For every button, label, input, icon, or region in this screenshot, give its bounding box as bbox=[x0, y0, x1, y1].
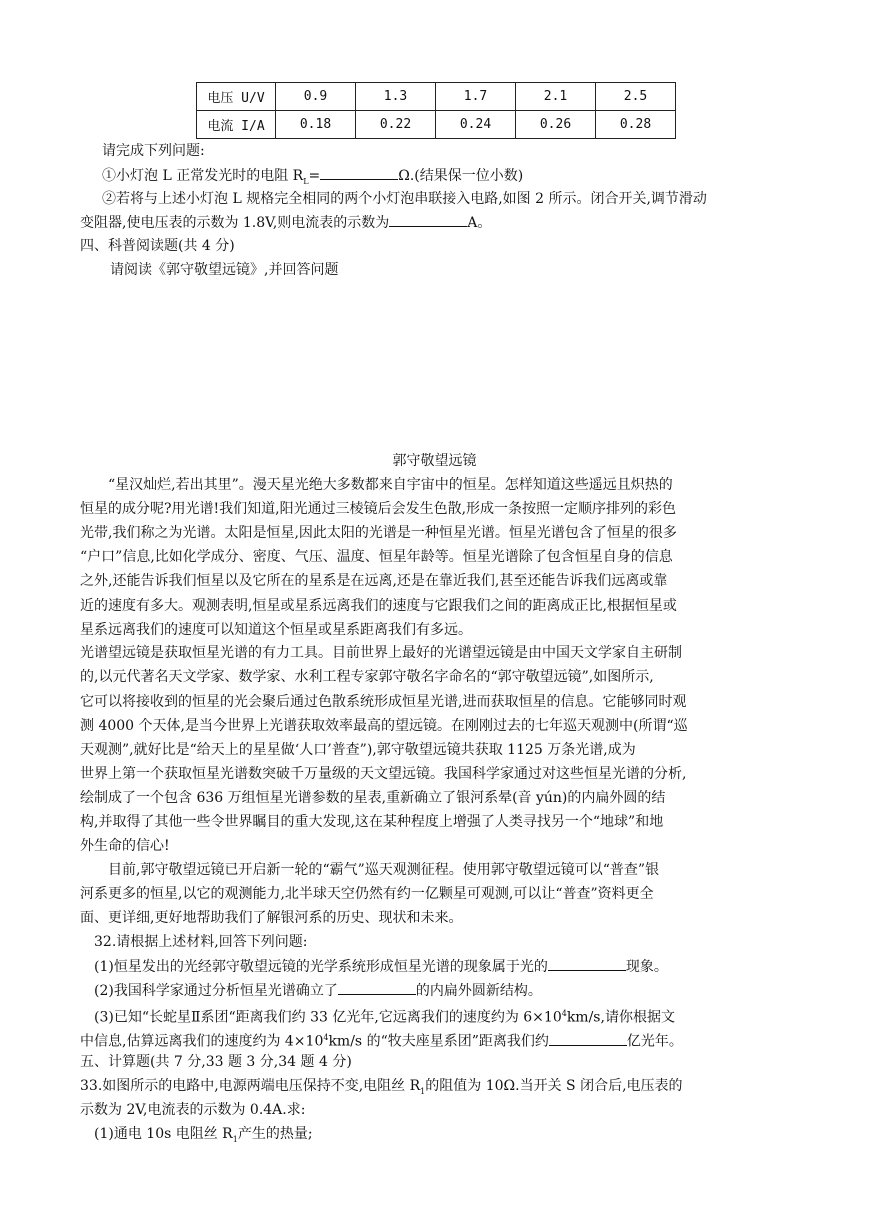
table-cell: 2.5 bbox=[596, 83, 676, 111]
table-header-current: 电流 I/A bbox=[197, 111, 276, 139]
section4-title: 四、科普阅读题(共 4 分) bbox=[80, 238, 235, 254]
answer-blank[interactable] bbox=[389, 212, 467, 227]
q31-prompt: 请完成下列问题: bbox=[102, 143, 205, 159]
article-line: 构,并取得了其他一些令世界瞩目的重大发现,这在某种程度上增强了人类寻找另一个“地球”和地 bbox=[80, 814, 664, 830]
text: (2)我国科学家通过分析恒星光谱确立了 bbox=[94, 983, 338, 999]
answer-blank[interactable] bbox=[338, 980, 416, 995]
table-cell: 1.3 bbox=[356, 83, 436, 111]
text: 现象。 bbox=[625, 959, 668, 975]
article-line: 河系更多的恒星,以它的观测能力,北半球天空仍然有约一亿颗星可观测,可以让“普查”资料更全 bbox=[80, 886, 654, 902]
article-line: 目前,郭守敬望远镜已开启新一轮的“霸气”巡天观测征程。使用郭守敬望远镜可以“普查”银 bbox=[108, 862, 660, 878]
article-line: 天观测”,就好比是“给天上的星星做‘人口’普查”),郭守敬望远镜共获取 1125 万条光谱,成为 bbox=[80, 742, 636, 758]
article-line: 光谱望远镜是获取恒星光谱的有力工具。目前世界上最好的光谱望远镜是由中国天文学家自主研制 bbox=[80, 645, 682, 661]
q32-sub3-line2 bbox=[80, 1028, 683, 1050]
voltage-current-table bbox=[196, 82, 676, 139]
article-line: 它可以将接收到的恒星的光会聚后通过色散系统形成恒星光谱,进而获取恒星的信息。它能够同时观 bbox=[80, 694, 687, 710]
text: 33.如图所示的电路中,电源两端电压保持不变,电阻丝 R bbox=[80, 1078, 421, 1094]
table-cell: 2.1 bbox=[516, 83, 596, 111]
table-cell: 0.18 bbox=[276, 111, 356, 139]
table-row bbox=[197, 83, 676, 111]
article-title: 郭守敬望远镜 bbox=[392, 453, 477, 469]
table-cell: 0.9 bbox=[276, 83, 356, 111]
answer-blank[interactable] bbox=[320, 165, 398, 180]
q31-part2-line2 bbox=[80, 212, 491, 234]
q32-sub3-line1 bbox=[94, 1004, 675, 1026]
article-line: 恒星的成分呢?用光谱!我们知道,阳光通过三棱镜后会发生色散,形成一条按照一定顺序排列的彩色 bbox=[80, 501, 677, 517]
text: 的内扁外圆新结构。 bbox=[415, 983, 542, 999]
superscript: 4 bbox=[323, 1033, 329, 1042]
text: 产生的热量; bbox=[237, 1126, 313, 1142]
q31-part2-line1: ②若将与上述小灯泡 L 规格完全相同的两个小灯泡串联接入电路,如图 2 所示。闭合开关,调节滑动 bbox=[102, 191, 707, 207]
q32-sub1 bbox=[94, 956, 668, 978]
text: ①小灯泡 L 正常发光时的电阻 R bbox=[102, 168, 304, 184]
article-line: 的,以元代著名天文学家、数学家、水利工程专家郭守敬名字命名的“郭守敬望远镜”,如图所示, bbox=[80, 669, 654, 685]
answer-blank[interactable] bbox=[549, 1031, 627, 1046]
text: Ω.(结果保一位小数) bbox=[398, 168, 524, 184]
answer-blank[interactable] bbox=[548, 956, 626, 971]
subscript: L bbox=[303, 176, 309, 186]
q31-part1 bbox=[102, 165, 523, 187]
text: (1)恒星发出的光经郭守敬望远镜的光学系统形成恒星光谱的现象属于光的 bbox=[94, 959, 548, 975]
table-row bbox=[197, 111, 676, 139]
section5-title: 五、计算题(共 7 分,33 题 3 分,34 题 4 分) bbox=[80, 1054, 352, 1070]
article-line: 星系远离我们的速度可以知道这个恒星或星系距离我们有多远。 bbox=[80, 622, 472, 638]
article-line: 绘制成了一个包含 636 万组恒星光谱参数的星表,重新确立了银河系晕(音 yún)的内扁外圆的结 bbox=[80, 790, 666, 806]
table-header-voltage: 电压 U/V bbox=[197, 83, 276, 111]
article-line: 之外,还能告诉我们恒星以及它所在的星系是在远离,还是在靠近我们,甚至还能告诉我们远离或靠 bbox=[80, 573, 668, 589]
text: 的阻值为 10Ω.当开关 S 闭合后,电压表的 bbox=[425, 1078, 683, 1094]
article-line: 面、更详细,更好地帮助我们了解银河系的历史、现状和未来。 bbox=[80, 910, 463, 926]
superscript: 4 bbox=[561, 1009, 567, 1018]
table-cell: 0.28 bbox=[596, 111, 676, 139]
q33-sub1 bbox=[94, 1124, 313, 1146]
text: km/s,请你根据文 bbox=[566, 1009, 675, 1026]
subscript: 1 bbox=[232, 1134, 238, 1144]
subscript: 1 bbox=[420, 1086, 426, 1096]
article-line: 世界上第一个获取恒星光谱数突破千万量级的天文望远镜。我国科学家通过对这些恒星光谱的分析, bbox=[80, 766, 687, 782]
q32-stem: 32.请根据上述材料,回答下列问题: bbox=[94, 934, 308, 950]
table-cell: 0.22 bbox=[356, 111, 436, 139]
text: (1)通电 10s 电阻丝 R bbox=[94, 1126, 233, 1142]
article-line: 外生命的信心! bbox=[80, 838, 170, 854]
table-cell: 0.24 bbox=[436, 111, 516, 139]
article-line: “星汉灿烂,若出其里”。漫天星光绝大多数都来自宇宙中的恒星。怎样知道这些遥远且炽热的 bbox=[108, 477, 673, 493]
section4-intro: 请阅读《郭守敬望远镜》,并回答问题 bbox=[110, 262, 339, 278]
text: = bbox=[308, 168, 321, 184]
article-line: 测 4000 个天体,是当今世界上光谱获取效率最高的望远镜。在刚刚过去的七年巡天观测中(所谓“巡 bbox=[80, 718, 688, 734]
q33-line2: 示数为 2V,电流表的示数为 0.4A.求: bbox=[80, 1102, 306, 1118]
q32-sub2 bbox=[94, 980, 542, 1002]
text: A。 bbox=[467, 215, 492, 231]
text: km/s 的“牧夫座星系团”距离我们约 bbox=[328, 1033, 549, 1050]
article-line: “户口”信息,比如化学成分、密度、气压、温度、恒星年龄等。恒星光谱除了包含恒星自身的信息 bbox=[80, 549, 673, 565]
q33-line1 bbox=[80, 1076, 683, 1098]
text: 变阻器,使电压表的示数为 1.8V,则电流表的示数为 bbox=[80, 215, 390, 231]
text: 亿光年。 bbox=[626, 1033, 683, 1050]
text: (3)已知“长蛇星Ⅱ系团“距离我们约 33 亿光年,它远离我们的速度约为 6×10 bbox=[94, 1009, 562, 1026]
article-line: 近的速度有多大。观测表明,恒星或星系远离我们的速度与它跟我们之间的距离成正比,根据恒星或 bbox=[80, 598, 677, 614]
text: 中信息,估算远离我们的速度约为 4×10 bbox=[80, 1033, 324, 1050]
table-cell: 0.26 bbox=[516, 111, 596, 139]
table-cell: 1.7 bbox=[436, 83, 516, 111]
article-line: 光带,我们称之为光谱。太阳是恒星,因此太阳的光谱是一种恒星光谱。恒星光谱包含了恒星的很多 bbox=[80, 525, 677, 541]
